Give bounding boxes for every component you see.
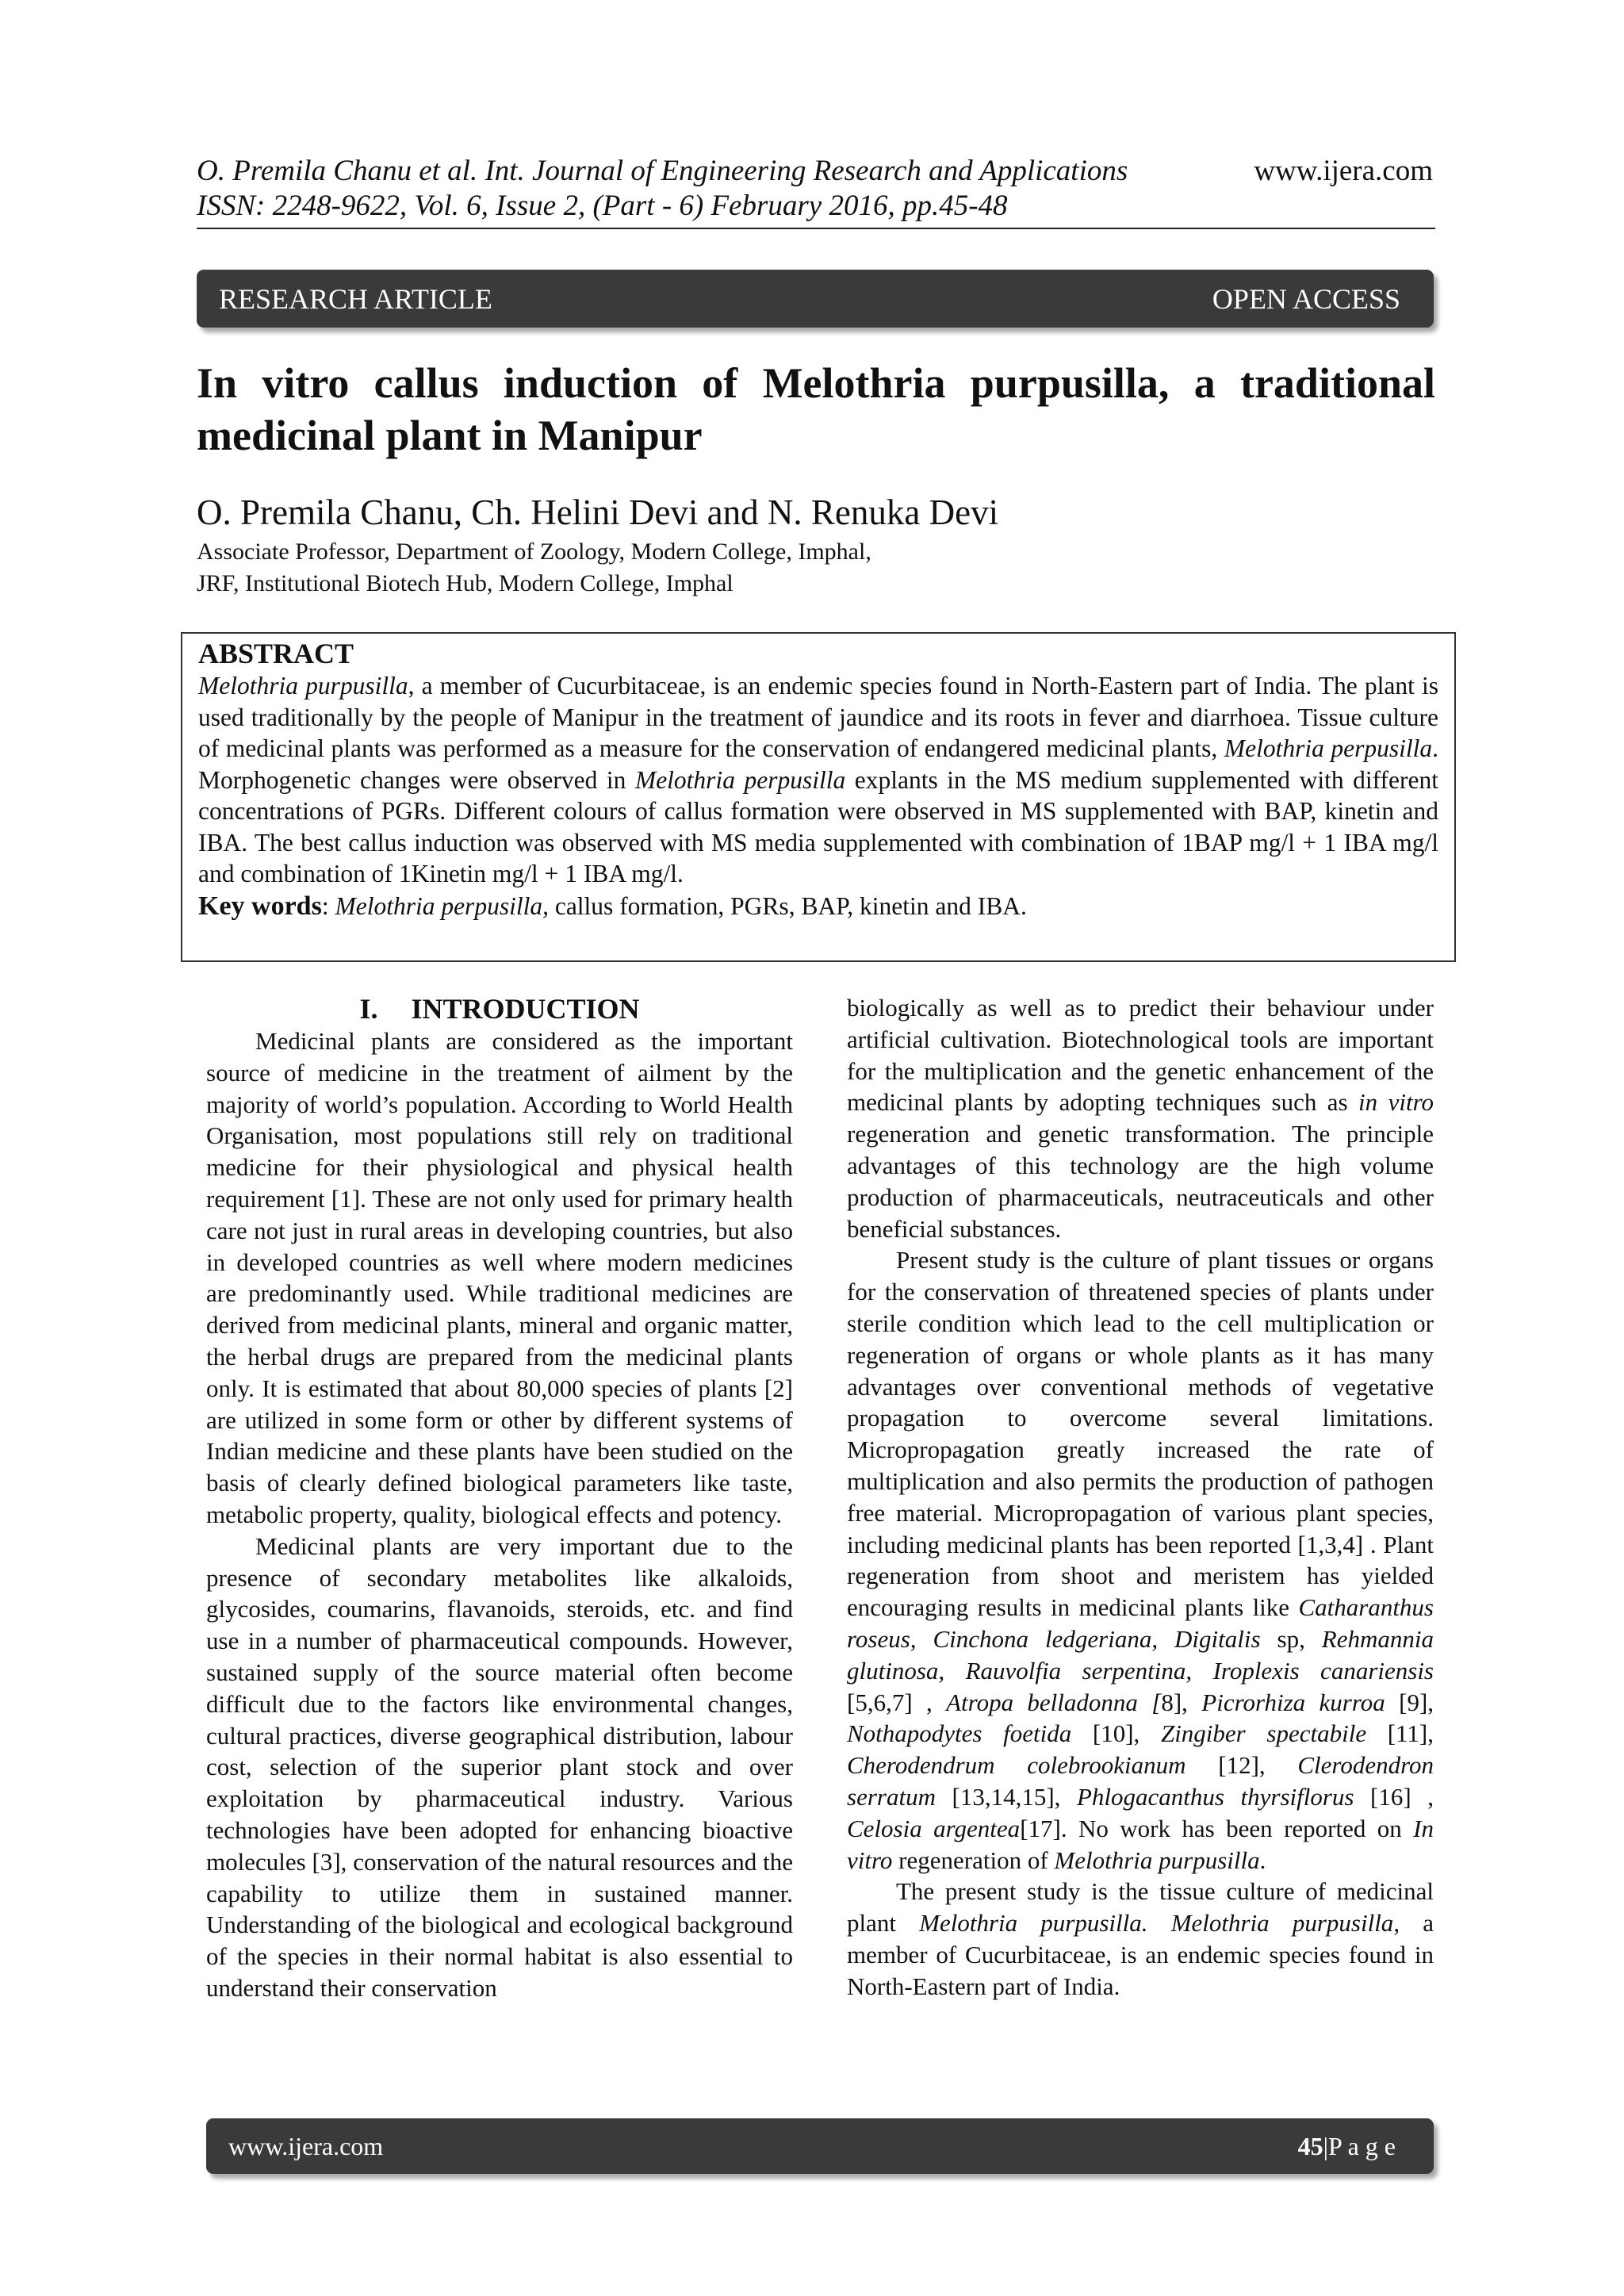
abstract-box [181,632,1456,962]
footer-website[interactable]: www.ijera.com [228,2131,384,2160]
abstract-heading: ABSTRACT [198,638,354,669]
affiliation-1: Associate Professor, Department of Zoology, Modern College, Imphal, [197,539,871,565]
paper-title: In vitro callus induction of Melothria purpusilla, a traditional medicinal plant in Manipur [197,359,1435,459]
left-column [206,992,793,2004]
journal-website[interactable]: www.ijera.com [1254,155,1433,187]
article-type-banner [197,270,1434,328]
intro-paragraph-4: Present study is the culture of plant tissues or organs for the conservation of threatened species of plants under sterile condition which lead to the cell multiplication or regeneration of organs or whole plants as it has many advantages over conventional methods of vegetative propagation to overcome several limitations. Micropropagation greatly increased the rate of multiplication and also permits the production of pathogen free material. Micropropagation of various plant species, including medicinal plants has been reported [1,3,4] . Plant regeneration from shoot and meristem has yielded encouraging results in medicinal plants like Catharanthus roseus, Cinchona ledgeriana, Digitalis sp, Rehmannia glutinosa, Rauvolfia serpentina, Iroplexis canariensis [5,6,7] , Atropa belladonna [8], Picrorhiza kurroa [9], Nothapodytes foetida [10], Zingiber spectabile [11], Cherodendrum colebrookianum [12], Clerodendron serratum [13,14,15], Phlogacanthus thyrsiflorus [16] , Celosia argentea[17]. No work has been reported on In vitro regeneration of Melothria purpusilla. [847,1246,1434,1874]
research-article-label: RESEARCH ARTICLE [219,282,492,315]
open-access-label: OPEN ACCESS [1212,282,1400,315]
abstract-text: Melothria purpusilla, a member of Cucurbitaceae, is an endemic species found in North-Eastern part of India. The plant is used traditionally by the people of Manipur in the treatment of jaundice and its roots in fever and diarrhoea. Tissue culture of medicinal plants was performed as a measure for the conservation of endangered medicinal plants, Melothria perpusilla. Morphogenetic changes were observed in Melothria perpusilla explants in the MS medium supplemented with different concentrations of PGRs. Different colours of callus formation were observed in MS supplemented with BAP, kinetin and IBA. The best callus induction was observed with MS media supplemented with combination of 1BAP mg/l + 1 IBA mg/l and combination of 1Kinetin mg/l + 1 IBA mg/l. [198,672,1438,887]
section-heading: I. INTRODUCTION [359,993,640,1025]
page-footer [206,2118,1434,2174]
running-header [197,154,1228,224]
page-number: 45|P a g e [1297,2131,1396,2160]
journal-citation: O. Premila Chanu et al. Int. Journal of Engineering Research and Applications [197,155,1128,187]
author-list: O. Premila Chanu, Ch. Helini Devi and N. Renuka Devi [197,493,999,532]
intro-paragraph-1: Medicinal plants are considered as the important source of medicine in the treatment of ailment by the majority of world’s population. According to World Health Organisation, most populations still rely on traditional medicine for their physiological and physical health requirement [1]. These are not only used for primary health care not just in rural areas in developing countries, but also in developed countries as well where modern medicines are predominantly used. While traditional medicines are derived from medicinal plants, mineral and organic matter, the herbal drugs are prepared from the medicinal plants only. It is estimated that about 80,000 species of plants [2] are utilized in some form or other by different systems of Indian medicine and these plants have been studied on the basis of clearly defined biological parameters like taste, metabolic property, quality, biological effects and potency. [206,1027,793,1528]
intro-paragraph-3: biologically as well as to predict their behaviour under artificial cultivation. Biotechnological tools are important for the multiplication and the genetic enhancement of the medicinal plants by adopting techniques such as in vitro regeneration and genetic transformation. The principle advantages of this technology are the high volume production of pharmaceuticals, neutraceuticals and other beneficial substances. [847,994,1434,1243]
issn-line: ISSN: 2248-9622, Vol. 6, Issue 2, (Part - 6) February 2016, pp.45-48 [197,190,1008,222]
right-column [847,992,1434,2003]
affiliations [197,536,871,600]
keywords-label: Key words [198,891,322,921]
header-divider [197,228,1435,229]
intro-paragraph-5: The present study is the tissue culture of medicinal plant Melothria purpusilla. Melothria purpusilla, a member of Cucurbitaceae, is an endemic species found in North-Eastern part of India. [847,1877,1434,2000]
intro-paragraph-2: Medicinal plants are very important due to the presence of secondary metabolites like alkaloids, glycosides, coumarins, flavanoids, steroids, etc. and find use in a number of pharmaceutical compounds. However, sustained supply of the source material often become difficult due to the factors like environmental changes, cultural practices, diverse geographical distribution, labour cost, selection of the superior plant stock and over exploitation by pharmaceutical industry. Various technologies have been adopted for enhancing bioactive molecules [3], conservation of the natural resources and the capability to utilize them in sustained manner. Understanding of the biological and ecological background of the species in their normal habitat is also essential to understand their conservation [206,1531,793,2002]
affiliation-2: JRF, Institutional Biotech Hub, Modern College, Imphal [197,570,733,596]
keywords: Key words: Melothria perpusilla, callus formation, PGRs, BAP, kinetin and IBA. [198,891,1027,921]
abstract-species: Melothria purpusilla [198,672,408,700]
